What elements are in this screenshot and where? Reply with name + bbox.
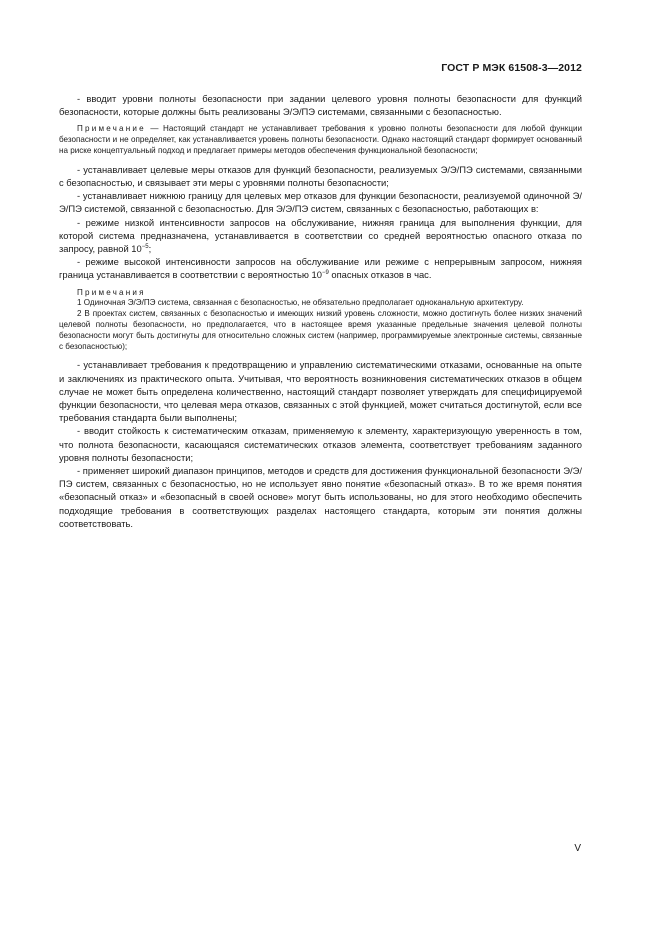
document-header: ГОСТ Р МЭК 61508-3—2012 — [441, 62, 582, 74]
paragraph-low-demand-mode — [59, 216, 582, 256]
high-demand-exponent: −9 — [321, 270, 329, 277]
note-sil-requirements — [59, 124, 582, 156]
note-label: Примечание — [77, 124, 146, 134]
note-low-complexity: 2 В проектах систем, связанных с безопасностью и имеющих низкий уровень сложности, можно достигнуть более низких значений целевой полноты безопасности, но предполагается, что в настоящее время указанные предельные значения целевой полноты безопасности могут быть достигнуты для относительно сложных систем (например, программируемые электронные системы, связанные с безопасностью); — [59, 309, 582, 351]
paragraph-systematic-failures: - устанавливает требования к предотвращению и управлению систематическими отказами, основанные на опыте и заключениях из практического опыта. Учитывая, что вероятность возникновения систематических отказов в общем случае не может быть определена количественно, настоящий стандарт позволяет утверждать для специфицируемой функции безопасности, что целевая мера отказов, связанных с этой функцией, может считаться достигнутой, если все требования стандарта были выполнены; — [59, 359, 582, 424]
low-demand-text: - режиме низкой интенсивности запросов на обслуживание, нижняя граница для выполнения функции, для которой система предназначена, устанавливается в соответствии со средней вероятностью опасного отказа по запросу, равной 10 — [59, 216, 582, 255]
note-text: — Настоящий стандарт не устанавливает требования к уровню полноты безопасности для любой функции безопасности и не определяет, как устанавливается уровень полноты безопасности. Однако настоящий стандарт формирует основанный на риске концептуальный подход и предлагает примеры методов обеспечения функциональной безопасности; — [59, 124, 582, 155]
paragraph-safe-failure: - применяет широкий диапазон принципов, методов и средств для достижения функциональной безопасности Э/Э/ПЭ систем, связанных с безопасностью, но не использует явно понятие «безопасный отказ». В то же время понятия «безопасный отказ» и «безопасный в своей основе» могут быть использованы, но для этого необходимо обеспечить подходящие требования в соответствующих разделах настоящего стандарта, которым эти понятия должны соответствовать. — [59, 465, 582, 529]
paragraph-target-failure-measures: - устанавливает целевые меры отказов для функций безопасности, реализуемых Э/Э/ПЭ системами, связанными с безопасностью, и связывает эти меры с уровнями полноты безопасности; — [59, 163, 582, 188]
paragraph-systematic-capability: - вводит стойкость к систематическим отказам, применяемую к элементу, характеризующую уверенность в том, что полнота безопасности, касающаяся систематических отказов элемента, соответствует требованиям заданного уровня полноты безопасности; — [59, 425, 582, 463]
high-demand-text: - режиме высокой интенсивности запросов на обслуживание или режиме с непрерывным запросом, нижняя граница устанавливается в соответствии с вероятностью 10 — [59, 256, 582, 281]
page-number: V — [574, 843, 581, 854]
notes-label: Примечания — [77, 287, 146, 297]
paragraph-high-demand-mode — [59, 255, 582, 281]
document-body — [59, 92, 582, 530]
note-single-system: 1 Одиночная Э/Э/ПЭ система, связанная с безопасностью, не обязательно предполагает одноканальную архитектуру. — [77, 298, 524, 308]
low-demand-end: ; — [148, 243, 152, 255]
high-demand-end: опасных отказов в час. — [328, 269, 432, 281]
low-demand-exponent: −5 — [141, 244, 149, 251]
notes-heading — [59, 288, 582, 299]
paragraph-lower-limit: - устанавливает нижнюю границу для целевых мер отказов для функции безопасности, реализуемой одиночной Э/Э/ПЭ системой, связанной с безопасностью. Для Э/Э/ПЭ систем, связанных с безопасностью, работающих в: — [59, 190, 582, 215]
paragraph-sil-introduction: - вводит уровни полноты безопасности при задании целевого уровня полноты безопасности для функций безопасности, которые должны быть реализованы Э/Э/ПЭ системами, связанными с безопасностью. — [59, 93, 582, 118]
